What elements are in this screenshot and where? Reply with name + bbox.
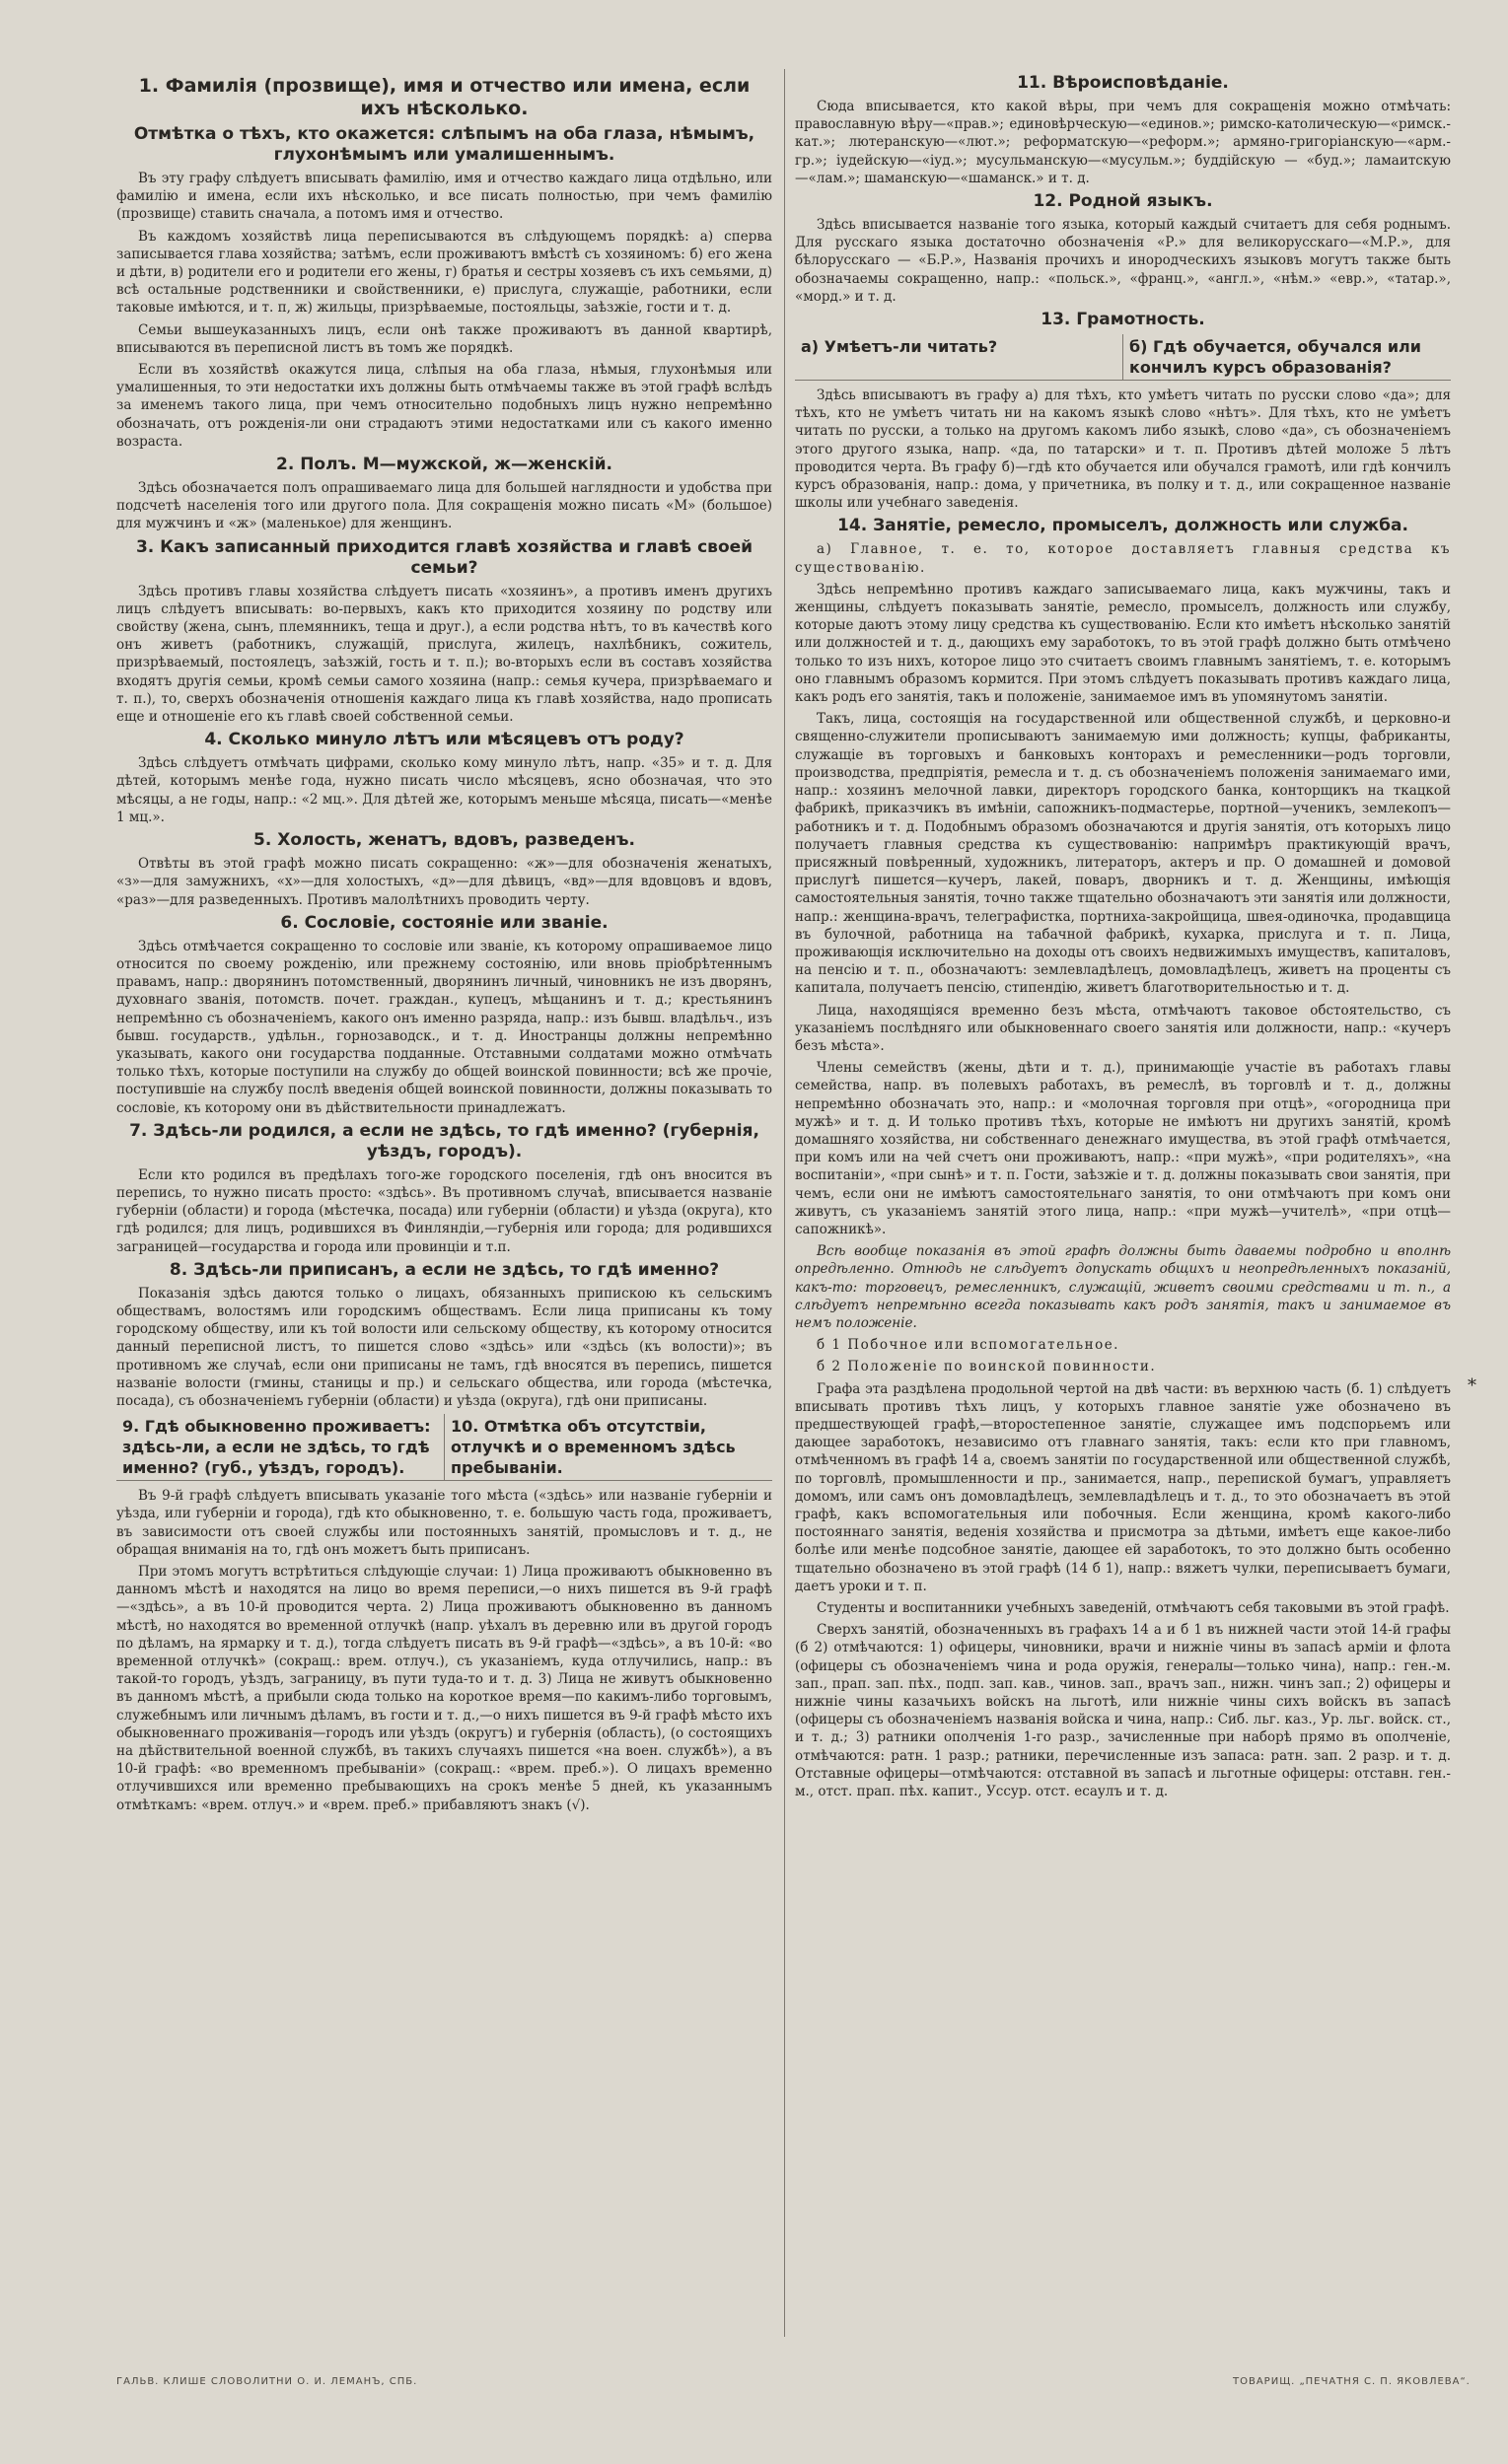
section-1-title: 1. Фамилія (прозвище), имя и отчество или имена, если ихъ нѣсколько.	[138, 75, 751, 119]
section-14-paragraph: Такъ, лица, состоящія на государственной или общественной службѣ, и церковно-и священно-служители прописываютъ занимаемую ими должность; купцы, фабриканты, служащіе въ торговыхъ и банковыхъ конторахъ и ремесленники—родъ торговли, производства, предпріятія, ремесла и т. д. съ обозначеніемъ положенія занимаемаго ими, напр.: хозяинъ мелочной лавки, директоръ городского банка, конторщикъ на ткацкой фабрикѣ, приказчикъ въ имѣніи, сапожникъ-подмастерье, портной—ученикъ, землекопъ—работникъ и т. д. Подобнымъ образомъ обозначаются и другія занятія, отъ которыхъ лицо получаетъ главныя средства къ существованію: напримѣръ практикующій врачъ, присяжный повѣренный, художникъ, литераторъ, актеръ и пр. О домашней и домовой прислугѣ пишется—кучеръ, лакей, поваръ, дворникъ и т. д. Женщины, имѣющія самостоятельныя занятія, точно также тщательно обозначаютъ эти занятія или должности, напр.: женщина-врачъ, телеграфистка, портниха-закройщица, швея-одиночка, продавщица въ булочной, работница на табачной фабрикѣ, кухарка, прислуга и т. п. Лица, проживающія исключительно на доходы отъ своихъ недвижимыхъ имуществъ, капиталовъ, на пенсію и т. п., обозначаютъ: землевладѣлецъ, домовладѣлецъ, живетъ на проценты съ капитала, получаетъ пенсію, стипендію, живетъ благотворительностью и т. д.	[795, 711, 1451, 997]
section-14-paragraph: Здѣсь непремѣнно противъ каждаго записываемаго лица, какъ мужчины, такъ и женщины, слѣдуетъ показывать занятіе, ремесло, промыселъ, должность или службу, которые даютъ этому лицу средства къ существованію. Если кто имѣетъ нѣсколько занятій или должностей и т. д., дающихъ ему заработокъ, то въ этой графѣ должно быть отмѣчено только то изъ нихъ, которое лицо это считаетъ своимъ главнымъ занятіемъ, т. е. которымъ оно главнымъ образомъ кормится. При этомъ слѣдуетъ показывать противъ каждаго лица, какъ родъ его занятія, такъ и положеніе, занимаемое имъ въ упомянутомъ занятіи.	[795, 581, 1451, 706]
section-13b-header	[1122, 334, 1451, 380]
section-9-header	[116, 1414, 444, 1480]
section-5-title: 5. Холость, женатъ, вдовъ, разведенъ.	[253, 830, 635, 851]
left-column	[116, 69, 772, 1818]
section-14-paragraph: Всѣ вообще показанія въ этой графѣ должны быть даваемы подробно и вполнѣ опредѣленно. Отнюдь не слѣдуетъ допускать общихъ и неопредѣленныхъ показаній, какъ-то: торговецъ, ремесленникъ, служащій, живетъ своими средствами и т. п., а слѣдуетъ непремѣнно всегда показывать какъ родъ занятія, такъ и занимаемое въ немъ положеніе.	[795, 1243, 1451, 1331]
section-8-title: 8. Здѣсь-ли приписанъ, а если не здѣсь, то гдѣ именно?	[169, 1259, 720, 1280]
section-2-paragraph: Здѣсь обозначается полъ опрашиваемаго лица для большей наглядности и удобства при подсчетѣ населенія того или другого пола. Для сокращенія можно писать «М» (большое) для мужчинъ и «ж» (маленькое) для женщинъ.	[116, 480, 772, 532]
column-divider	[784, 69, 785, 2337]
right-column	[795, 69, 1451, 1804]
section-14-paragraph: Члены семействъ (жены, дѣти и т. д.), принимающіе участіе въ работахъ главы семейства, напр. въ полевыхъ работахъ, въ ремеслѣ, въ торговлѣ и т. д., должны непремѣнно обозначать это, напр.: и «молочная торговля при отцѣ», «огородница при мужѣ» и т. д. И только противъ тѣхъ, которые не имѣютъ ни другихъ занятій, кромѣ домашняго хозяйства, ни собственнаго денежнаго имущества, въ этой графѣ отмѣчается, при комъ или на чей счетъ они проживаютъ, напр.: «при мужѣ», «при родителяхъ», «на воспитаніи», «при сынѣ» и т. п. Гости, заѣзжіе и т. д. должны показывать свои занятія, при чемъ, если они не имѣютъ самостоятельнаго занятія, то они отмѣчаютъ при комъ они живутъ, съ указаніемъ занятій этого лица, напр.: «при мужѣ—учителѣ», «при отцѣ—сапожникѣ».	[795, 1060, 1451, 1237]
section-14-paragraph: Сверхъ занятій, обозначенныхъ въ графахъ 14 а и б 1 въ нижней части этой 14-й графы (б 2) отмѣчаются: 1) офицеры, чиновники, врачи и нижніе чины въ запасѣ арміи и флота (офицеры съ обозначеніемъ чина и рода оружія, генералы—только чина), напр.: ген.-м. зап., прап. зап. пѣх., подп. зап. кав., чинов. зап., врачъ зап., нижн. чинъ зап.; 2) офицеры и нижніе чины казачьихъ войскъ на льготѣ, или нижніе чины сихъ войскъ въ запасѣ (офицеры съ обозначеніемъ названія войска и чина, напр.: Сиб. льг. каз., Ур. льг. войск. ст., и т. д.; 3) ратники ополченія 1-го разр., зачисленные при наборѣ прямо въ ополченіе, отмѣчаются: ратн. 1 разр.; ратники, перечисленные изъ запаса: ратн. зап. 2 разр. и т. д. Отставные офицеры—отмѣчаются: отставной въ запасѣ и льготные офицеры: отставн. ген.-м., отст. прап. пѣх. капит., Уссур. отст. есаулъ и т. д.	[795, 1622, 1451, 1800]
section-14-paragraph: Студенты и воспитанники учебныхъ заведеній, отмѣчаютъ себя таковыми въ этой графѣ.	[817, 1600, 1450, 1617]
section-13a-title: а) Умѣетъ-ли читать?	[801, 337, 998, 357]
section-12-title: 12. Родной языкъ.	[1033, 191, 1213, 212]
section-7-title: 7. Здѣсь-ли родился, а если не здѣсь, то гдѣ именно? (губернія, уѣздъ, городъ).	[129, 1120, 759, 1162]
section-11-paragraph: Сюда вписывается, кто какой вѣры, при чемъ для сокращенія можно отмѣчать: православную вѣру—«прав.»; единовѣрческую—«единов.»; римско-католическую—«римск.-кат.»; лютеранскую—«лют.»; реформатскую—«реформ.»; армяно-григоріанскую—«арм.-гр.»; іудейскую—«іуд.»; мусульманскую—«мусульм.»; буддійскую — «буд.»; ламаитскую—«лам.»; шаманскую—«шаманск.» и т. д.	[795, 99, 1451, 186]
section-4-title: 4. Сколько минуло лѣтъ или мѣсяцевъ отъ роду?	[204, 730, 684, 750]
section-13-title: 13. Грамотность.	[1041, 310, 1205, 330]
section-13b-title: б) Гдѣ обучается, обучался или кончилъ курсъ образованія?	[1129, 337, 1421, 378]
section-14-title: 14. Занятіе, ремесло, промыселъ, должность или служба.	[837, 516, 1408, 536]
section-10-title: 10. Отмѣтка объ отсутствіи, отлучкѣ и о временномъ здѣсь пребываніи.	[451, 1417, 736, 1478]
section-14-subtitle: а) Главное, т. е. то, которое доставляетъ главныя средства къ существованію.	[795, 541, 1451, 576]
section-2-title: 2. Полъ. М—мужской, ж—женскій.	[275, 455, 613, 475]
section-5-paragraph: Отвѣты въ этой графѣ можно писать сокращенно: «ж»—для обозначенія женатыхъ, «з»—для замужнихъ, «х»—для холостыхъ, «д»—для дѣвицъ, «вд»—для вдовцовъ и вдовъ, «раз»—для разведенныхъ. Противъ малолѣтнихъ проводить черту.	[116, 856, 772, 908]
section-14-subtitle: б 2 Положеніе по воинской повинности.	[817, 1359, 1157, 1375]
section-9-10-header	[116, 1414, 772, 1481]
footer-left-imprint: ГАЛЬВ. КЛИШЕ СЛОВОЛИТНИ О. И. ЛЕМАНЪ, СПБ.	[116, 2376, 418, 2387]
section-6-paragraph: Здѣсь отмѣчается сокращенно то сословіе или званіе, къ которому опрашиваемое лицо относится по своему рожденію, или прежнему состоянію, или вновь пріобрѣтеннымъ правамъ, напр.: дворянинъ потомственный, дворянинъ личный, чиновникъ не изъ дворянъ, духовнаго званія, потомств. почет. граждан., купецъ, мѣщанинъ и т. д.; крестьянинъ непремѣнно съ обозначеніемъ, какого онъ именно разряда, напр.: изъ бывш. владѣльч., изъ бывш. государств., удѣльн., горнозаводск., и т. д. Иностранцы должны непремѣнно указывать, какого они государства подданные. Отставными солдатами можно отмѣчать только тѣхъ, которые поступили на службу до общей воинской повинности; всѣ же прочіе, поступившіе на службу послѣ введенія общей воинской повинности, должны показывать то сословіе, къ которому они въ дѣйствительности принадлежатъ.	[116, 938, 772, 1116]
section-13-header	[795, 334, 1451, 381]
section-7-paragraph: Если кто родился въ предѣлахъ того-же городского поселенія, гдѣ онъ вносится въ перепись, то нужно писать просто: «здѣсь». Въ противномъ случаѣ, вписывается названіе губерніи (области) и города (мѣстечка, посада) или губерніи (области) и уѣзда (округа), кто гдѣ родился; для лицъ, родившихся въ Финляндіи,—губернія или города; для родившихся заграницей—государства и города или провинціи и т.п.	[116, 1166, 772, 1255]
section-1-paragraph: Семьи вышеуказанныхъ лицъ, если онѣ также проживаютъ въ данной квартирѣ, вписываются въ переписной листъ въ томъ же порядкѣ.	[116, 321, 772, 356]
section-10-header	[444, 1414, 772, 1480]
section-13-paragraph: Здѣсь вписываютъ въ графу а) для тѣхъ, кто умѣетъ читать по русски слово «да»; для тѣхъ, кто не умѣетъ читать ни на какомъ языкѣ слово «нѣтъ». Для тѣхъ, кто не умѣетъ читать по русски, а только на другомъ какомъ либо языкѣ, слово «да», съ обозначеніемъ этого другого языка, напр. «да, по татарски» и т. п. Противъ дѣтей моложе 5 лѣтъ проводится черта. Въ графу б)—гдѣ кто обучается или обучался грамотѣ, или гдѣ кончилъ курсъ образованія, напр.: дома, у причетника, въ полку и т. д., или сокращенное названіе школы или учебнаго заведенія.	[795, 387, 1451, 512]
section-9-title: 9. Гдѣ обыкновенно проживаетъ: здѣсь-ли, а если не здѣсь, то гдѣ именно? (губ., уѣздъ, городъ).	[122, 1417, 431, 1478]
section-3-title: 3. Какъ записанный приходится главѣ хозяйства и главѣ своей семьи?	[135, 536, 754, 578]
section-1-paragraph: Въ эту графу слѣдуетъ вписывать фамилію, имя и отчество каждаго лица отдѣльно, или фамилію и имена, если ихъ нѣсколько, и все писать полностью, при чемъ фамилію (прозвище) ставить сначала, а потомъ имя и отчество.	[116, 171, 772, 223]
section-6-title: 6. Сословіе, состояніе или званіе.	[280, 912, 609, 933]
section-1-paragraph: Въ каждомъ хозяйствѣ лица переписываются въ слѣдующемъ порядкѣ: а) сперва записывается глава хозяйства; затѣмъ, если проживаютъ вмѣстѣ съ хозяиномъ: б) его жена и дѣти, в) родители его и родители его жены, г) братья и сестры хозяевъ съ ихъ семьями, д) всѣ остальные родственники и свойственники, е) прислуга, служащіе, работники, если таковые имѣются, и т. п, ж) жильцы, призрѣваемые, постояльцы, заѣзжіе, гости и т. д.	[116, 228, 772, 317]
section-9-paragraph: При этомъ могутъ встрѣтиться слѣдующіе случаи: 1) Лица проживаютъ обыкновенно въ данномъ мѣстѣ и находятся на лицо во время переписи,—о нихъ пишется въ 9-й графѣ—«здѣсь», а въ 10-й проводится черта. 2) Лица проживаютъ обыкновенно въ данномъ мѣстѣ, но находятся во временной отлучкѣ (напр. уѣхалъ въ деревню или въ другой городъ по дѣламъ, на ярмарку и т. д.), тогда слѣдуетъ писать въ 9-й графѣ—«здѣсь», а въ 10-й: «во временной отлучкѣ» (сокращ.: врем. отлуч.), съ указаніемъ, куда отлучились, напр.: въ такой-то городъ, уѣздъ, заграницу, въ пути туда-то и т. д. 3) Лица не живутъ обыкновенно въ данномъ мѣстѣ, а прибыли сюда только на короткое время—по какимъ-либо торговымъ, служебнымъ или личнымъ дѣламъ, въ гости и т. д.,—о нихъ пишется въ 9-й графѣ мѣсто ихъ обыкновеннаго проживанія—городъ или уѣздъ (округъ) и губернія (область), (о состоящихъ на дѣйствительной военной службѣ, въ такихъ случаяхъ пишется «на воен. службѣ»), а въ 10-й графѣ: «во временномъ пребываніи» (сокращ.: «врем. преб.»). О лицахъ временно отлучившихся или временно пребывающихъ на срокъ менѣе 5 дней, къ указаннымъ отмѣткамъ: «врем. отлуч.» и «врем. преб.» прибавляютъ знакъ (√).	[116, 1563, 772, 1813]
section-1-paragraph: Если въ хозяйствѣ окажутся лица, слѣпыя на оба глаза, нѣмыя, глухонѣмыя или умалишенныя, то эти недостатки ихъ должны быть отмѣчаемы также въ этой графѣ вслѣдъ за именемъ такого лица, при чемъ относительно подобныхъ лицъ нужно непремѣнно обозначать, отъ рожденія-ли они страдаютъ этими недостатками или съ какого именно возраста.	[116, 362, 772, 450]
section-8-paragraph: Показанія здѣсь даются только о лицахъ, обязанныхъ припискою къ сельскимъ обществамъ, волостямъ или городскимъ обществамъ. Если лица приписаны къ тому городскому обществу, или къ той волости или сельскому обществу, къ которому относится данный переписной листъ, то пишется слово «здѣсь» или «здѣсь (къ волости)»; въ противномъ же случаѣ, если они приписаны не тамъ, гдѣ вносятся въ перепись, пишется названіе волости (гмины, станицы и пр.) и сельскаго общества, или города (мѣстечка, посада), съ обозначеніемъ губерніи (области) и уѣзда (округа), гдѣ они приписаны.	[116, 1285, 772, 1409]
section-12-paragraph: Здѣсь вписывается названіе того языка, который каждый считаетъ для себя роднымъ. Для русскаго языка достаточно обозначенія «Р.» для великорусскаго—«М.Р.», для бѣлорусскаго — «Б.Р.», Названія прочихъ и инородческихъ языковъ могутъ также быть обозначаемы сокращенно, напр.: «польск.», «франц.», «англ.», «нѣм.» «евр.», «татар.», «морд.» и т. д.	[795, 217, 1451, 305]
section-14-subtitle: б 1 Побочное или вспомогательное.	[817, 1337, 1119, 1354]
section-9-paragraph: Въ 9-й графѣ слѣдуетъ вписывать указаніе того мѣста («здѣсь» или названіе губерніи и уѣзда, или губерніи и города), гдѣ кто обыкновенно, т. е. большую часть года, проживаетъ, въ зависимости отъ своей службы или постоянныхъ занятій, промысловъ и т. д., не обращая вниманія на то, гдѣ онъ можетъ быть приписанъ.	[116, 1488, 772, 1558]
section-13a-header	[795, 334, 1122, 380]
footer-right-imprint: ТОВАРИЩ. „ПЕЧАТНЯ С. П. ЯКОВЛЕВА“.	[1233, 2376, 1471, 2387]
section-14-paragraph: Лица, находящіяся временно безъ мѣста, отмѣчаютъ таковое обстоятельство, съ указаніемъ послѣдняго или обыкновеннаго своего занятія или должности, напр.: «кучеръ безъ мѣста».	[795, 1002, 1451, 1054]
section-11-title: 11. Вѣроисповѣданіе.	[1017, 73, 1229, 93]
section-1-subtitle: Отмѣтка о тѣхъ, кто окажется: слѣпымъ на оба глаза, нѣмымъ, глухонѣмымъ или умалишеннымъ.	[133, 124, 755, 165]
section-3-paragraph: Здѣсь противъ главы хозяйства слѣдуетъ писать «хозяинъ», а противъ именъ другихъ лицъ слѣдуетъ вписывать: во-первыхъ, какъ кто приходится хозяину по родству или свойству (жена, сынъ, племянникъ, теща и друг.), а если родства нѣтъ, то въ качествѣ кого онъ живетъ (работникъ, служащій, прислуга, жилецъ, нахлѣбникъ, сожитель, призрѣваемый, постоялецъ, заѣзжій, гость и т. п.); во-вторыхъ если въ составъ хозяйства входятъ другія семьи, кромѣ семьи самого хозяина (напр.: семья кучера, призрѣваемаго и т. п.), то, сверхъ обозначенія отношенія каждаго лица къ главѣ хозяйства, надо прописать еще и отношеніе его къ главѣ своей собственной семьи.	[116, 583, 772, 726]
section-14-paragraph: Графа эта раздѣлена продольной чертой на двѣ части: въ верхнюю часть (б. 1) слѣдуетъ вписывать противъ тѣхъ лицъ, у которыхъ главное занятіе уже обозначено въ предшествующей графѣ,—второстепенное занятіе, служащее имъ подспорьемъ или дающее заработокъ, независимо отъ главнаго занятія, такъ: если кто при главномъ, отмѣченномъ въ графѣ 14 а, своемъ занятіи по государственной или общественной службѣ, по торговлѣ, промышленности и пр., занимается, напр., перепиской бумагъ, управляетъ домомъ, или самъ онъ домовладѣлецъ, землевладѣлецъ и т. д., то это обозначаетъ въ этой графѣ, какъ вспомогательныя или побочныя. Если женщина, кромѣ какого-либо постояннаго занятія, веденія хозяйства и присмотра за дѣтьми, имѣетъ еще какое-либо болѣе или менѣе подсобное занятіе, дающее ей заработокъ, то это должно быть особенно тщательно обозначено въ этой графѣ (14 б 1), напр.: вяжетъ чулки, переписываетъ бумаги, даетъ уроки и т. п.	[795, 1380, 1451, 1594]
margin-mark: *	[1468, 1375, 1476, 1396]
section-4-paragraph: Здѣсь слѣдуетъ отмѣчать цифрами, сколько кому минуло лѣтъ, напр. «35» и т. д. Для дѣтей, которымъ менѣе года, нужно писать число мѣсяцевъ, ясно обозначая, что это мѣсяцы, а не годы, напр.: «2 мц.». Для дѣтей же, которымъ меньше мѣсяца, писать—«менѣе 1 мц.».	[116, 755, 772, 825]
